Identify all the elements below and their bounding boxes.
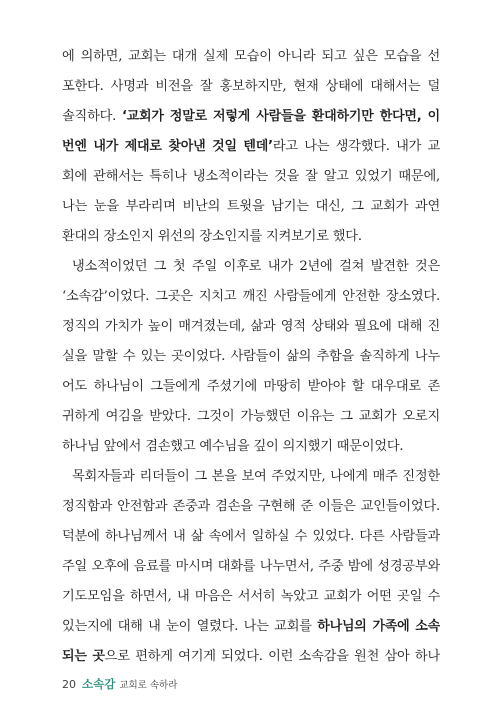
text-line xyxy=(62,102,440,132)
text-line xyxy=(62,552,440,582)
text-segment: 정직함과 안전함과 존중과 겸손을 구현해 준 이들은 교인들이었다. xyxy=(62,499,440,514)
text-segment: 귀하게 여김을 받았다. 그것이 가능했던 이유는 그 교회가 오로지 xyxy=(62,409,440,424)
text-segment: 냉소적이었던 그 첫 주일 이후로 내가 2년에 걸쳐 발견한 것은 xyxy=(72,259,440,274)
text-line xyxy=(62,612,440,642)
emphasized-text: 되는 곳 xyxy=(62,649,105,664)
text-segment: 라고 나는 생각했다. 내가 교 xyxy=(272,139,440,154)
text-line xyxy=(62,312,440,342)
text-segment: 회에 관해서는 특히나 냉소적이라는 것을 잘 알고 있었기 때문에, xyxy=(62,169,440,184)
text-segment: 나는 눈을 부라리며 비난의 트윗을 남기는 대신, 그 교회가 과연 xyxy=(62,199,440,214)
page-number: 20 xyxy=(62,678,76,691)
text-line xyxy=(62,462,440,492)
text-segment: 환대의 장소인지 위선의 장소인지를 지켜보기로 했다. xyxy=(62,229,362,244)
page-footer xyxy=(62,676,177,692)
text-segment: 으로 편하게 여기게 되었다. 이런 소속감을 원천 삼아 하나 xyxy=(104,649,440,664)
text-segment: 에 의하면, 교회는 대개 실제 모습이 아니라 되고 싶은 모습을 선 xyxy=(62,49,440,64)
text-segment: 덕분에 하나님께서 내 삶 속에서 일하실 수 있었다. 다른 사람들과 xyxy=(62,529,440,544)
text-line xyxy=(62,642,440,672)
text-segment: ‘소속감’이었다. 그곳은 지치고 깨진 사람들에게 안전한 장소였다. xyxy=(62,289,440,304)
emphasized-text: 하나님의 가족에 소속 xyxy=(317,619,440,634)
text-line xyxy=(62,192,440,222)
text-line xyxy=(62,42,440,72)
text-segment: 정직의 가치가 높이 매겨졌는데, 삶과 영적 상태와 필요에 대해 진 xyxy=(62,319,440,334)
text-segment: 주일 오후에 음료를 마시며 대화를 나누면서, 주중 밤에 성경공부와 xyxy=(62,559,440,574)
text-line xyxy=(62,132,440,162)
emphasized-text: 번엔 내가 제대로 찾아낸 것일 텐데’ xyxy=(62,139,273,154)
text-line xyxy=(62,252,440,282)
text-segment: 기도모임을 하면서, 내 마음은 서서히 녹았고 교회가 어떤 곳일 수 xyxy=(62,589,440,604)
text-line xyxy=(62,162,440,192)
text-segment: 하나님 앞에서 겸손했고 예수님을 깊이 의지했기 때문이었다. xyxy=(62,439,404,454)
text-line xyxy=(62,432,440,462)
text-segment: 솔직하다. xyxy=(62,109,122,124)
text-segment: 목회자들과 리더들이 그 본을 보여 주었지만, 나에게 매주 진정한 xyxy=(72,469,440,484)
text-segment: 어도 하나님이 그들에게 주셨기에 마땅히 받아야 할 대우대로 존 xyxy=(62,379,440,394)
text-line xyxy=(62,222,440,252)
text-line xyxy=(62,282,440,312)
emphasized-text: ‘교회가 정말로 저렇게 사람들을 환대하기만 한다면, 이 xyxy=(121,109,440,124)
book-title: 소속감 xyxy=(82,677,116,691)
text-line xyxy=(62,372,440,402)
text-segment: 실을 말할 수 있는 곳이었다. 사람들이 삶의 추함을 솔직하게 나누 xyxy=(62,349,440,364)
text-line xyxy=(62,72,440,102)
text-line xyxy=(62,342,440,372)
text-segment: 포한다. 사명과 비전을 잘 홍보하지만, 현재 상태에 대해서는 덜 xyxy=(62,79,440,94)
text-line xyxy=(62,402,440,432)
book-subtitle: 교회로 속하라 xyxy=(119,680,178,691)
text-line xyxy=(62,582,440,612)
text-segment: 있는지에 대해 내 눈이 열렸다. 나는 교회를 xyxy=(62,619,318,634)
body-text xyxy=(62,42,440,672)
text-line xyxy=(62,492,440,522)
text-line xyxy=(62,522,440,552)
